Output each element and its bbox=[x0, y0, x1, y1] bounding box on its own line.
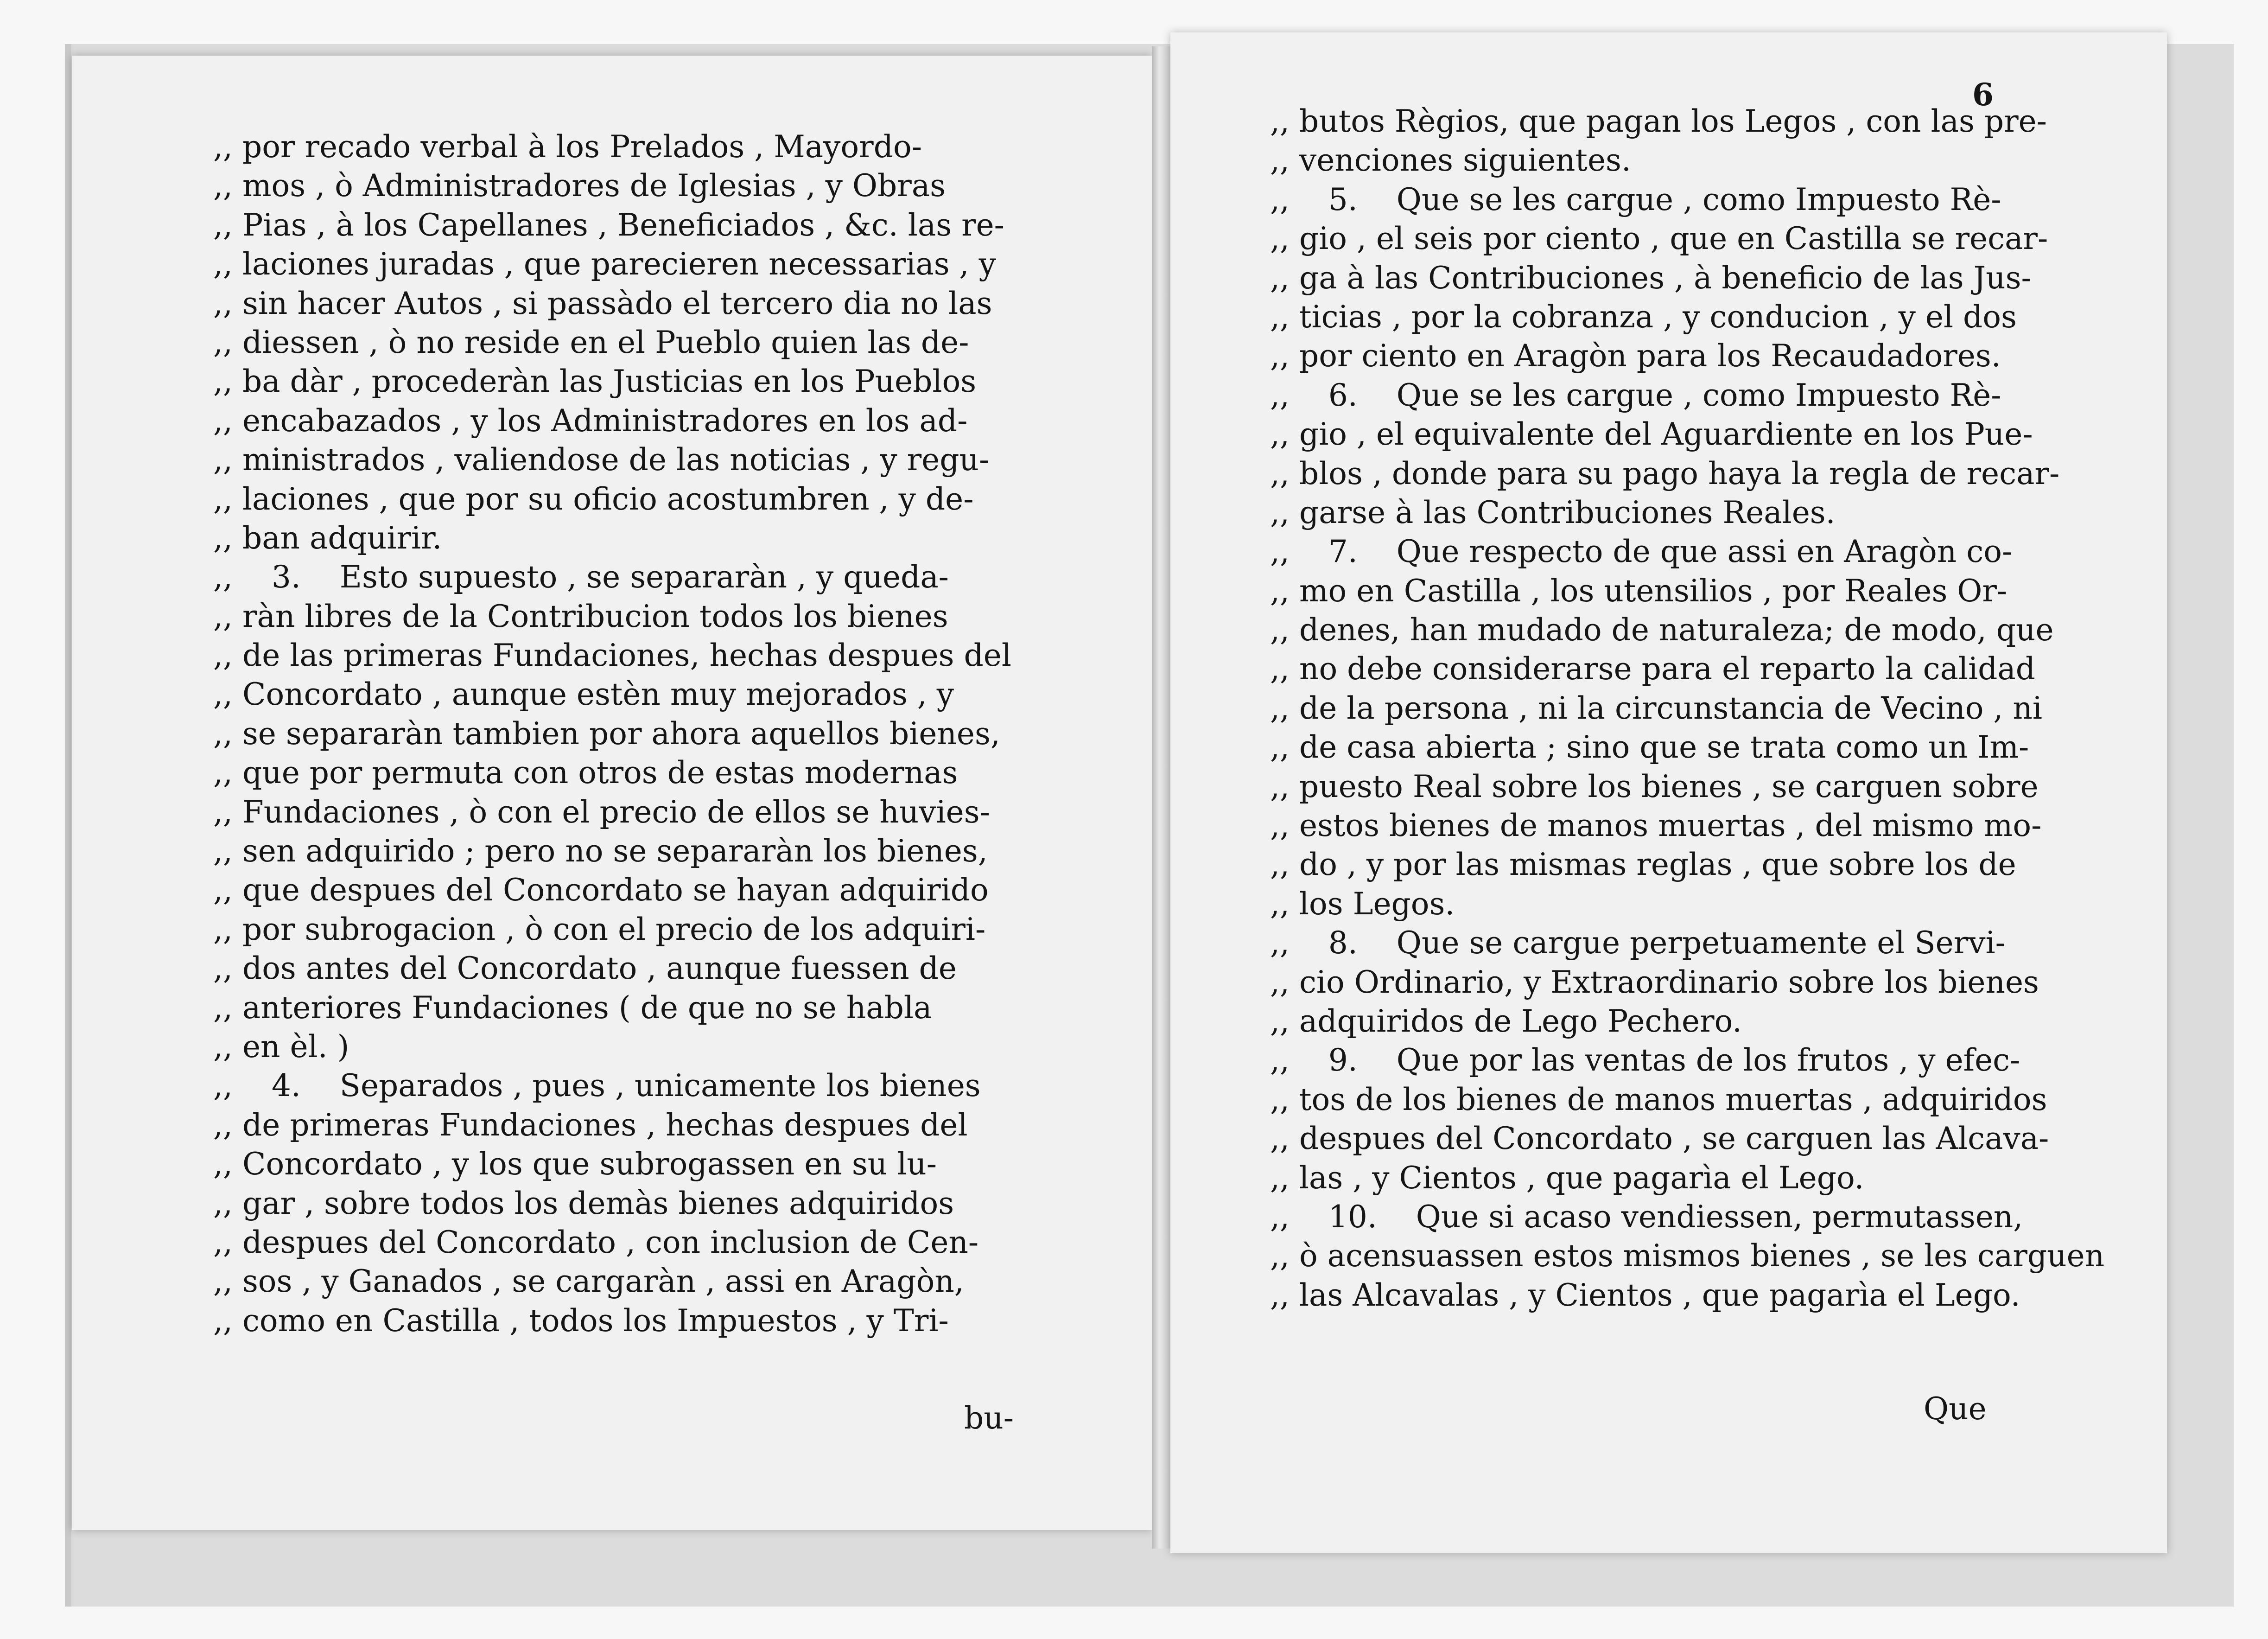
text-line: ,, por subrogacion , ò con el precio de los adquiri- bbox=[213, 911, 986, 947]
text-line: ,, de la persona , ni la circunstancia de Vecino , ni bbox=[1270, 690, 2043, 726]
text-line: ,, los Legos. bbox=[1270, 886, 1455, 922]
text-line: ,, 10. Que si acaso vendiessen, permutassen, bbox=[1270, 1199, 2023, 1235]
text-line: ,, laciones juradas , que parecieren necessarias , y bbox=[213, 246, 996, 282]
text-line: ,, sos , y Ganados , se cargaràn , assi en Aragòn, bbox=[213, 1263, 964, 1300]
text-line: ,, despues del Concordato , se carguen las Alcava- bbox=[1270, 1121, 2049, 1157]
text-line: ,, sen adquirido ; pero no se separaràn los bienes, bbox=[213, 833, 988, 869]
text-line: ,, se separaràn tambien por ahora aquellos bienes, bbox=[213, 715, 1000, 752]
text-line: ,, cio Ordinario, y Extraordinario sobre los bienes bbox=[1270, 964, 2039, 1000]
text-line: ,, por ciento en Aragòn para los Recaudadores. bbox=[1270, 338, 2001, 374]
right-catchword: Que bbox=[1924, 1391, 1987, 1427]
left-catchword: bu- bbox=[964, 1400, 1014, 1436]
text-line: ,, ticias , por la cobranza , y conducion , y el dos bbox=[1270, 299, 2017, 335]
text-line: ,, gio , el seis por ciento , que en Castilla se recar- bbox=[1270, 221, 2048, 257]
text-line: ,, Concordato , aunque estèn muy mejorados , y bbox=[213, 676, 954, 713]
text-line: ,, estos bienes de manos muertas , del mismo mo- bbox=[1270, 808, 2042, 844]
text-line: ,, por recado verbal à los Prelados , Mayordo- bbox=[213, 129, 922, 165]
text-line: ,, laciones , que por su oficio acostumbren , y de- bbox=[213, 481, 974, 517]
text-line: ,, que por permuta con otros de estas modernas bbox=[213, 755, 958, 791]
text-line: ,, 5. Que se les cargue , como Impuesto Rè- bbox=[1270, 181, 2001, 217]
text-line: ,, 4. Separados , pues , unicamente los bienes bbox=[213, 1068, 981, 1104]
text-line: ,, Pias , à los Capellanes , Beneficiados , &c. las re- bbox=[213, 207, 1004, 243]
text-line: ,, ban adquirir. bbox=[213, 520, 442, 556]
text-line: ,, Concordato , y los que subrogassen en su lu- bbox=[213, 1146, 937, 1182]
text-line: ,, ga à las Contribuciones , à beneficio de las Jus- bbox=[1270, 260, 2032, 296]
text-line: ,, las Alcavalas , y Cientos , que pagarìa el Lego. bbox=[1270, 1277, 2020, 1313]
text-line: ,, despues del Concordato , con inclusion de Cen- bbox=[213, 1224, 979, 1260]
text-line: ,, ministrados , valiendose de las noticias , y regu- bbox=[213, 442, 990, 478]
text-line: ,, venciones siguientes. bbox=[1270, 142, 1631, 179]
text-line: ,, 9. Que por las ventas de los frutos , y efec- bbox=[1270, 1042, 2020, 1078]
text-line: ,, Fundaciones , ò con el precio de ellos se huvies- bbox=[213, 794, 990, 830]
text-line: ,, do , y por las mismas reglas , que sobre los de bbox=[1270, 847, 2016, 883]
text-line: ,, diessen , ò no reside en el Pueblo quien las de- bbox=[213, 324, 969, 360]
text-line: ,, de casa abierta ; sino que se trata como un Im- bbox=[1270, 729, 2029, 765]
text-line: ,, gar , sobre todos los demàs bienes adquiridos bbox=[213, 1185, 954, 1221]
text-line: ,, como en Castilla , todos los Impuestos , y Tri- bbox=[213, 1302, 949, 1339]
text-line: ,, de primeras Fundaciones , hechas despues del bbox=[213, 1107, 968, 1143]
text-line: ,, que despues del Concordato se hayan adquirido bbox=[213, 872, 989, 908]
text-line: ,, garse à las Contribuciones Reales. bbox=[1270, 494, 1836, 530]
text-line: ,, las , y Cientos , que pagarìa el Lego. bbox=[1270, 1160, 1864, 1196]
right-page-text bbox=[1270, 102, 2105, 1315]
text-line: ,, 3. Esto supuesto , se separaràn , y queda- bbox=[213, 559, 949, 595]
text-line: ,, ba dàr , procederàn las Justicias en los Pueblos bbox=[213, 364, 977, 400]
text-line: ,, blos , donde para su pago haya la regla de recar- bbox=[1270, 455, 2060, 491]
text-line: ,, gio , el equivalente del Aguardiente en los Pue- bbox=[1270, 416, 2033, 453]
text-line: ,, adquiridos de Lego Pechero. bbox=[1270, 1003, 1742, 1039]
text-line: ,, ò acensuassen estos mismos bienes , se les carguen bbox=[1270, 1238, 2105, 1274]
book-edge bbox=[65, 44, 71, 1607]
text-line: ,, sin hacer Autos , si passàdo el tercero dia no las bbox=[213, 285, 992, 321]
book-gutter bbox=[1152, 46, 1170, 1549]
text-line: ,, no debe considerarse para el reparto la calidad bbox=[1270, 651, 2036, 687]
text-line: ,, anteriores Fundaciones ( de que no se habla bbox=[213, 989, 932, 1026]
text-line: ,, de las primeras Fundaciones, hechas despues del bbox=[213, 638, 1011, 674]
text-line: ,, butos Règios, que pagan los Legos , con las pre- bbox=[1270, 103, 2047, 139]
page-number: 6 bbox=[1972, 77, 1994, 113]
text-line: ,, 6. Que se les cargue , como Impuesto Rè- bbox=[1270, 377, 2001, 413]
text-line: ,, 7. Que respecto de que assi en Aragòn co- bbox=[1270, 534, 2013, 570]
text-line: ,, denes, han mudado de naturaleza; de modo, que bbox=[1270, 612, 2054, 648]
text-line: ,, en èl. ) bbox=[213, 1028, 349, 1065]
text-line: ,, mos , ò Administradores de Iglesias , y Obras bbox=[213, 168, 946, 204]
text-line: ,, encabazados , y los Administradores en los ad- bbox=[213, 402, 968, 439]
text-line: ,, mo en Castilla , los utensilios , por Reales Or- bbox=[1270, 573, 2008, 609]
text-line: ,, 8. Que se cargue perpetuamente el Servi- bbox=[1270, 925, 2006, 961]
text-line: ,, tos de los bienes de manos muertas , adquiridos bbox=[1270, 1081, 2047, 1117]
text-line: ,, puesto Real sobre los bienes , se carguen sobre bbox=[1270, 768, 2039, 804]
left-page-text bbox=[213, 128, 1043, 1340]
text-line: ,, ràn libres de la Contribucion todos los bienes bbox=[213, 598, 948, 634]
text-line: ,, dos antes del Concordato , aunque fuessen de bbox=[213, 950, 957, 987]
